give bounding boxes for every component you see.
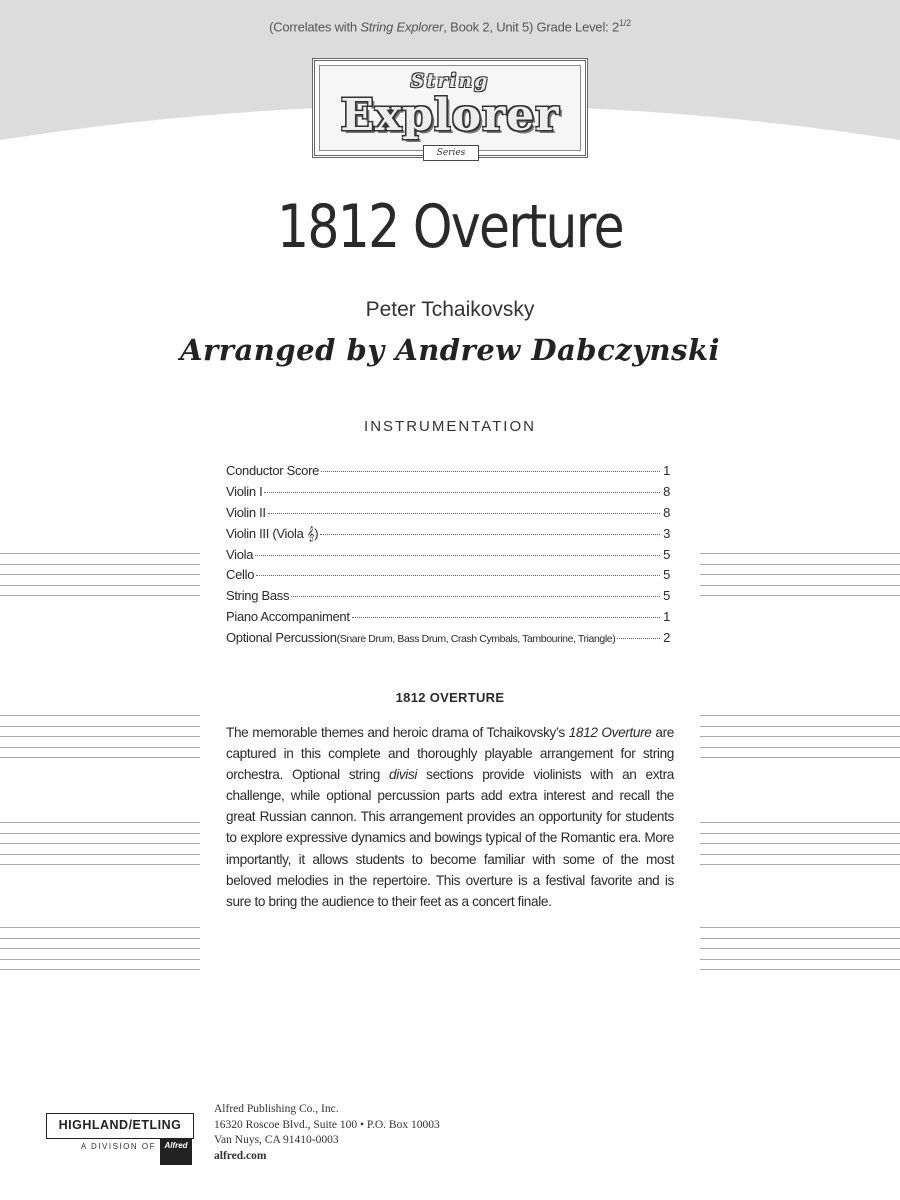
instrument-name: Violin I: [226, 483, 263, 499]
instrument-count: 5: [663, 567, 670, 583]
dot-leader: [352, 617, 660, 618]
highland-etling-logo: [46, 1113, 194, 1165]
instrumentation-row: [226, 547, 670, 568]
publisher-website[interactable]: alfred.com: [214, 1149, 267, 1162]
instrumentation-row: [226, 526, 670, 547]
instrumentation-row: [226, 630, 670, 651]
string-explorer-logo: [312, 58, 588, 158]
instrumentation-row: [226, 609, 670, 630]
staff-lines-left-top: [0, 553, 200, 606]
instrument-name: Violin III (Viola 𝄞): [226, 525, 319, 541]
instrument-count: 1: [663, 609, 670, 625]
dot-leader: [291, 596, 660, 597]
publisher-address: [214, 1102, 440, 1164]
correlates-note: (Correlates with String Explorer, Book 2, Unit 5) Grade Level: $2^{1/2}$: [269, 18, 631, 35]
instrumentation-row: [226, 588, 670, 609]
description-heading: 1812 OVERTURE: [395, 690, 505, 705]
staff-lines-right-top: [700, 553, 900, 606]
publisher-address-line1: 16320 Roscoe Blvd., Suite 100 • P.O. Box 10003: [214, 1118, 440, 1131]
instrumentation-row: [226, 567, 670, 588]
composer-name: Peter Tchaikovsky: [365, 298, 535, 321]
instrument-count: 5: [663, 546, 670, 562]
instrument-name: Conductor Score: [226, 463, 320, 478]
instrument-name: Viola: [226, 546, 254, 562]
dot-leader: [617, 638, 660, 639]
staff-lines-left-middle: [0, 715, 200, 768]
instrumentation-row: [226, 484, 670, 505]
instrument-name: String Bass: [226, 588, 290, 604]
dot-leader: [321, 471, 660, 472]
publisher-address-line2: Van Nuys, CA 91410-0003: [214, 1134, 339, 1146]
instrument-count: 8: [663, 504, 670, 520]
instrumentation-heading: INSTRUMENTATION: [364, 418, 536, 435]
instrument-count: 3: [663, 525, 670, 541]
page-title: 1812 Overture: [276, 192, 624, 262]
instrumentation-list: [226, 463, 670, 651]
staff-lines-left-bottom: [0, 927, 200, 980]
instrument-count: 5: [663, 588, 670, 604]
dot-leader: [320, 534, 660, 535]
instrument-count: 2: [663, 630, 670, 646]
instrument-name: Cello: [226, 567, 255, 583]
instrument-name: Piano Accompaniment: [226, 609, 350, 625]
staff-lines-right-lower: [700, 822, 900, 875]
dot-leader: [255, 555, 660, 556]
logo-series-text: Series: [423, 145, 479, 161]
division-label: A DIVISION OF: [80, 1142, 156, 1151]
arranger-credit: Arranged by Andrew Dabczynski: [179, 333, 721, 367]
instrument-note: (Snare Drum, Bass Drum, Crash Cymbals, Tambourine, Triangle): [336, 633, 616, 646]
publisher-name: Alfred Publishing Co., Inc.: [214, 1103, 339, 1115]
logo-string-text: String: [410, 70, 490, 92]
dot-leader: [256, 575, 660, 576]
logo-explorer-text: Explorer: [340, 90, 560, 141]
dot-leader: [264, 492, 660, 493]
alfred-logo: Alfred: [160, 1139, 192, 1165]
dot-leader: [268, 513, 660, 514]
instrument-name: Optional Percussion: [226, 630, 337, 646]
description-paragraph: The memorable themes and heroic drama of Tchaikovsky’s 1812 Overture are captured in this complete and thoroughly playable arrangement for string orchestra. Optional string divisi sections provide violinists with an extra challenge, while optional percussion parts add extra interest and recall the great Russian cannon. This arrangement provides an opportunity for students to explore expressive dynamics and bowings typical of the Romantic era. More importantly, it allows students to become familiar with some of the most beloved melodies in the repertoire. This overture is a festival favorite and is sure to bring the audience to their feet as a concert finale.: [226, 725, 674, 909]
instrument-count: 8: [663, 483, 670, 499]
instrument-count: 1: [663, 463, 670, 478]
instrumentation-row: [226, 463, 670, 484]
instrument-name: Violin II: [226, 504, 266, 520]
imprint-name: HIGHLAND/ETLING: [46, 1113, 194, 1139]
instrumentation-row: [226, 505, 670, 526]
staff-lines-right-bottom: [700, 927, 900, 980]
staff-lines-left-lower: [0, 822, 200, 875]
grade-fraction: 1/2: [619, 18, 631, 28]
staff-lines-right-middle: [700, 715, 900, 768]
